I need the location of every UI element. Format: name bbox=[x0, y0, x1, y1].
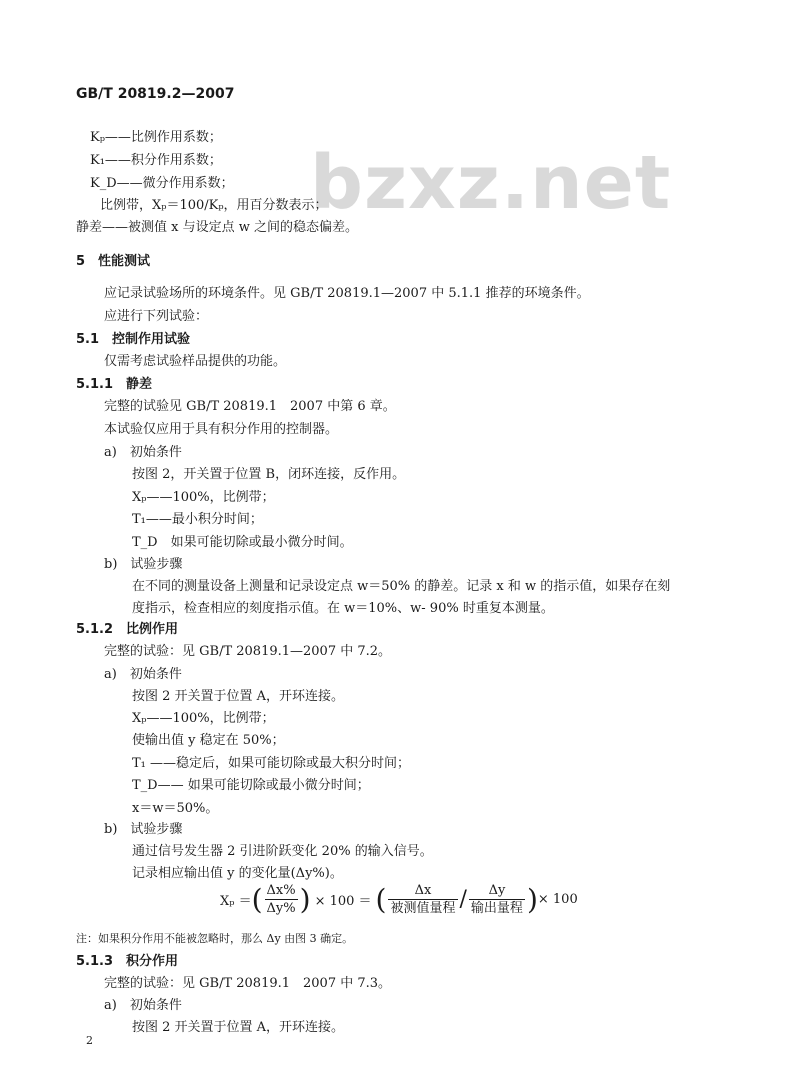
section-5-1-p: 仅需考虑试验样品提供的功能。 bbox=[104, 354, 287, 369]
s511-a-label: a) 初始条件 bbox=[104, 445, 182, 460]
formula-f3-den: 输出量程 bbox=[470, 901, 523, 916]
watermark: bzxz.net bbox=[310, 140, 672, 226]
formula-paren: ) bbox=[526, 883, 538, 916]
formula-paren: ( bbox=[375, 883, 387, 916]
section-5-title: 5 性能测试 bbox=[76, 254, 151, 269]
formula-f1-den: Δy% bbox=[266, 901, 296, 916]
formula-times-1: × 100 ＝ bbox=[314, 894, 372, 909]
s512-p1: 完整的试验：见 GB/T 20819.1—2007 中 7.2。 bbox=[104, 644, 392, 659]
formula-paren: ( bbox=[251, 883, 263, 916]
s511-a-line: T_D 如果可能切除或最小微分时间。 bbox=[132, 535, 353, 550]
s511-a-line: T₁——最小积分时间； bbox=[132, 512, 263, 527]
s513-a-line: 按图 2 开关置于位置 A，开环连接。 bbox=[132, 1020, 345, 1035]
s512-a-label: a) 初始条件 bbox=[104, 667, 182, 682]
formula-paren: ) bbox=[299, 883, 311, 916]
s511-a-line: 按图 2，开关置于位置 B，闭环连接，反作用。 bbox=[132, 467, 406, 482]
s512-a-line: T₁ ——稳定后，如果可能切除或最大积分时间； bbox=[132, 756, 411, 771]
s511-p1: 完整的试验见 GB/T 20819.1 2007 中第 6 章。 bbox=[104, 399, 396, 414]
s511-b-line: 在不同的测量设备上测量和记录设定点 w＝50% 的静差。记录 x 和 w 的指示值，如果存在刻 bbox=[132, 579, 671, 594]
s513-p1: 完整的试验：见 GB/T 20819.1 2007 中 7.3。 bbox=[104, 976, 392, 991]
s512-b-line: 记录相应输出值 y 的变化量(Δy%)。 bbox=[132, 866, 343, 881]
s512-b-line: 通过信号发生器 2 引进阶跃变化 20% 的输入信号。 bbox=[132, 844, 433, 859]
s512-a-line: Xₚ——100%，比例带； bbox=[132, 711, 275, 726]
note: 注：如果积分作用不能被忽略时，那么 Δy 由图 3 确定。 bbox=[76, 932, 354, 945]
s511-p2: 本试验仅应用于具有积分作用的控制器。 bbox=[104, 422, 339, 437]
section-5-1-2-title: 5.1.2 比例作用 bbox=[76, 622, 179, 637]
formula-fraction-2 bbox=[388, 882, 457, 917]
def-prop-band: 比例带，Xₚ＝100/Kₚ，用百分数表示； bbox=[100, 198, 328, 213]
s512-a-line: 按图 2 开关置于位置 A，开环连接。 bbox=[132, 689, 345, 704]
formula-f3-num: Δy bbox=[469, 882, 525, 900]
page-number: 2 bbox=[86, 1034, 93, 1047]
formula-times-2: × 100 bbox=[537, 892, 578, 907]
s512-b-label: b) 试验步骤 bbox=[104, 822, 183, 837]
section-5-1-1-title: 5.1.1 静差 bbox=[76, 377, 153, 392]
formula-f2-den: 被测值量程 bbox=[390, 901, 456, 916]
formula-f2-num: Δx bbox=[388, 882, 457, 900]
def-kp: Kₚ——比例作用系数； bbox=[90, 130, 222, 145]
formula-f1-num: Δx% bbox=[265, 882, 298, 900]
s511-b-label: b) 试验步骤 bbox=[104, 557, 183, 572]
s512-a-line: T_D—— 如果可能切除或最小微分时间； bbox=[132, 778, 370, 793]
section-5-1-3-title: 5.1.3 积分作用 bbox=[76, 954, 179, 969]
formula-lhs: Xₚ ＝ bbox=[220, 894, 252, 909]
def-static-error: 静差——被测值 x 与设定点 w 之间的稳态偏差。 bbox=[76, 220, 358, 235]
s511-a-line: Xₚ——100%，比例带； bbox=[132, 490, 275, 505]
s511-b-line: 度指示，检查相应的刻度指示值。在 w＝10%、w- 90% 时重复本测量。 bbox=[132, 601, 554, 616]
def-ki: K₁——积分作用系数； bbox=[90, 153, 222, 168]
formula-fraction-1 bbox=[265, 882, 298, 917]
formula-divide: / bbox=[459, 887, 467, 912]
s513-a-label: a) 初始条件 bbox=[104, 998, 182, 1013]
def-kd: K_D——微分作用系数； bbox=[90, 176, 234, 191]
standard-number: GB/T 20819.2—2007 bbox=[76, 86, 235, 102]
section-5-p2: 应进行下列试验： bbox=[104, 309, 209, 324]
section-5-1-title: 5.1 控制作用试验 bbox=[76, 332, 191, 347]
formula-fraction-3 bbox=[469, 882, 525, 917]
s512-a-line: 使输出值 y 稳定在 50%； bbox=[132, 733, 285, 748]
section-5-p1: 应记录试验场所的环境条件。见 GB/T 20819.1—2007 中 5.1.1 推荐的环境条件。 bbox=[104, 286, 590, 301]
s512-a-line: x＝w＝50%。 bbox=[132, 801, 219, 816]
proportional-band-formula bbox=[220, 882, 578, 917]
